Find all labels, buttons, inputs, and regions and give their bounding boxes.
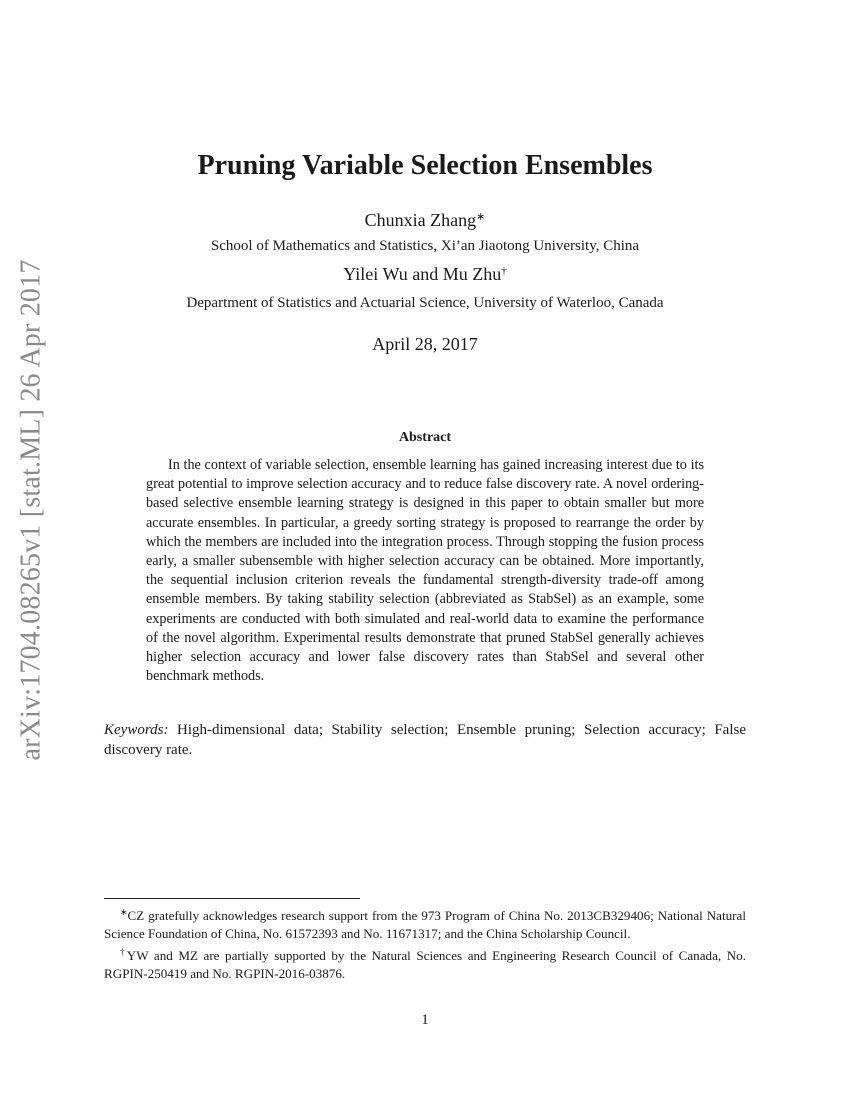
footnote-text: CZ gratefully acknowledges research support from the 973 Program of China No. 2013CB329406; National Natural Science Foundation of China, No. 61572393 and No. 11671317; and the China Scholarship Council. [104,908,746,941]
affiliation-xian-jiaotong: School of Mathematics and Statistics, Xi’an Jiaotong University, China [210,238,640,254]
publication-date: April 28, 2017 [372,334,478,354]
footnote-divider [104,898,360,899]
author-name: Chunxia Zhang [364,210,477,230]
keywords [104,720,746,760]
paper-title: Pruning Variable Selection Ensembles [197,150,653,181]
author-wu-zhu [0,264,850,285]
footnote-mark: † [501,265,507,277]
footnote-mark: ∗ [476,211,486,223]
arxiv-identifier-stamp [12,255,52,765]
page-number: 1 [421,1012,429,1028]
keywords-label: Keywords: [104,722,169,738]
footnote-mark: ∗ [120,907,128,917]
author-name: Yilei Wu and Mu Zhu [343,264,502,284]
footnote-text: YW and MZ are partially supported by the Natural Sciences and Engineering Research Council of Canada, No. RGPIN-250419 and No. RGPIN-2016-03876. [104,948,746,981]
abstract-heading: Abstract [398,430,452,445]
footnotes [104,903,746,983]
footnote-mark: † [120,947,127,957]
arxiv-identifier-text: arXiv:1704.08265v1 [stat.ML] 26 Apr 2017 [16,259,47,761]
footnote-funding-cz [104,903,746,943]
keywords-text: High-dimensional data; Stability selection; Ensemble pruning; Selection accuracy; False discovery rate. [104,722,747,758]
author-zhang [0,210,850,231]
footnote-funding-yw-mz [104,943,746,983]
affiliation-waterloo: Department of Statistics and Actuarial Science, University of Waterloo, Canada [186,295,664,311]
abstract-text: In the context of variable selection, ensemble learning has gained increasing interest due to its great potential to improve selection accuracy and to reduce false discovery rate. A novel ordering-based selective ensemble learning strategy is designed in this paper to obtain smaller but more accurate ensembles. In particular, a greedy sorting strategy is proposed to rearrange the order by which the members are included into the integration process. Through stopping the fusion process early, a smaller subensemble with higher selection accuracy can be obtained. More importantly, the sequential inclusion criterion reveals the fundamental strength-diversity trade-off among ensemble members. By taking stability selection (abbreviated as StabSel) as an example, some experiments are conducted with both simulated and real-world data to examine the performance of the novel algorithm. Experimental results demonstrate that pruned StabSel generally achieves higher selection accuracy and lower false discovery rates than StabSel and several other benchmark methods. [146,457,704,685]
